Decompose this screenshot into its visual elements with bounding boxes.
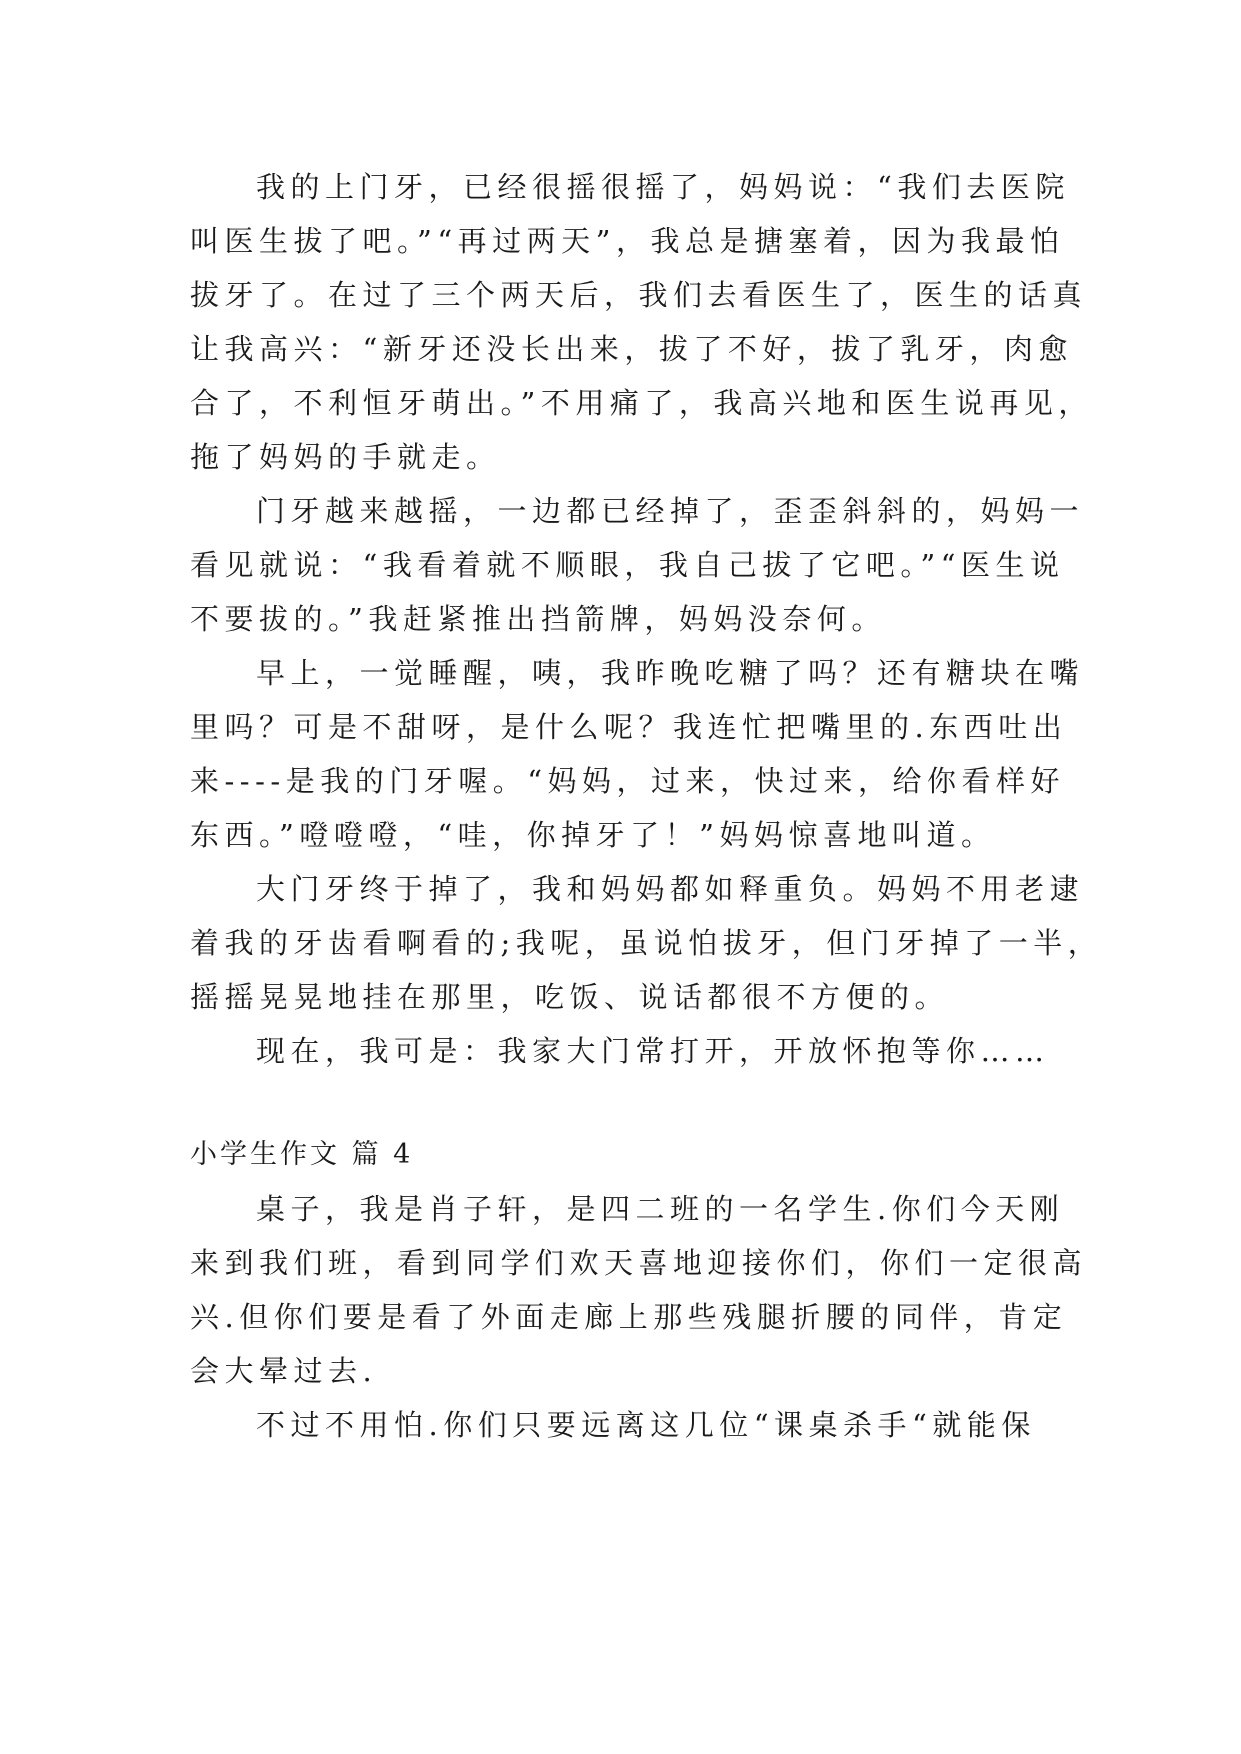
essay3-p1-line6: 拖了妈妈的手就走。 xyxy=(190,440,501,474)
essay3-p1-line3: 拔牙了。在过了三个两天后，我们去看医生了，医生的话真 xyxy=(190,278,1088,312)
essay3-p3-line2: 里吗？可是不甜呀，是什么呢？我连忙把嘴里的.东西吐出 xyxy=(190,710,1068,744)
essay3-p4-line3: 摇摇晃晃地挂在那里，吃饭、说话都很不方便的。 xyxy=(190,980,950,1014)
essay4-p1-line4: 会大晕过去. xyxy=(190,1354,378,1388)
essay4-p1-line3: 兴.但你们要是看了外面走廊上那些残腿折腰的同伴，肯定 xyxy=(190,1300,1068,1334)
essay4-heading: 小学生作文 篇 4 xyxy=(190,1139,414,1170)
essay3-p1-line5: 合了，不利恒牙萌出。”不用痛了，我高兴地和医生说再见， xyxy=(190,386,1093,420)
essay3-p4-line1: 大门牙终于掉了，我和妈妈都如释重负。妈妈不用老逮 xyxy=(256,872,1085,906)
essay3-p5-line1: 现在，我可是：我家大门常打开，开放怀抱等你…… xyxy=(256,1034,1050,1068)
essay3-p4-line2: 着我的牙齿看啊看的;我呢，虽说怕拔牙，但门牙掉了一半， xyxy=(190,926,1103,960)
essay3-p2-line3: 不要拔的。”我赶紧推出挡箭牌，妈妈没奈何。 xyxy=(190,602,886,636)
essay3-p3-line1: 早上，一觉睡醒，咦，我昨晚吃糖了吗？还有糖块在嘴 xyxy=(256,656,1085,690)
essay4-p1-line2: 来到我们班，看到同学们欢天喜地迎接你们，你们一定很高 xyxy=(190,1246,1088,1280)
essay3-p3-line4: 东西。”噔噔噔，“哇，你掉牙了！”妈妈惊喜地叫道。 xyxy=(190,818,996,852)
essay3-p3-line3: 来----是我的门牙喔。“妈妈，过来，快过来，给你看样好 xyxy=(190,764,1066,798)
essay3-p2-line1: 门牙越来越摇，一边都已经掉了，歪歪斜斜的，妈妈一 xyxy=(256,494,1085,528)
essay3-p1-line4: 让我高兴：“新牙还没长出来，拔了不好，拔了乳牙，肉愈 xyxy=(190,332,1073,366)
essay4-p1-line1: 桌子，我是肖子轩，是四二班的一名学生.你们今天刚 xyxy=(256,1192,1065,1226)
essay4-p2-line1: 不过不用怕.你们只要远离这几位“课桌杀手“就能保 xyxy=(256,1408,1036,1442)
essay3-p2-line2: 看见就说：“我看着就不顺眼，我自己拔了它吧。”“医生说 xyxy=(190,548,1065,582)
essay3-p1-line2: 叫医生拔了吧。”“再过两天”，我总是搪塞着，因为我最怕 xyxy=(190,224,1065,258)
essay3-p1-line1: 我的上门牙，已经很摇很摇了，妈妈说：“我们去医院 xyxy=(256,170,1070,204)
